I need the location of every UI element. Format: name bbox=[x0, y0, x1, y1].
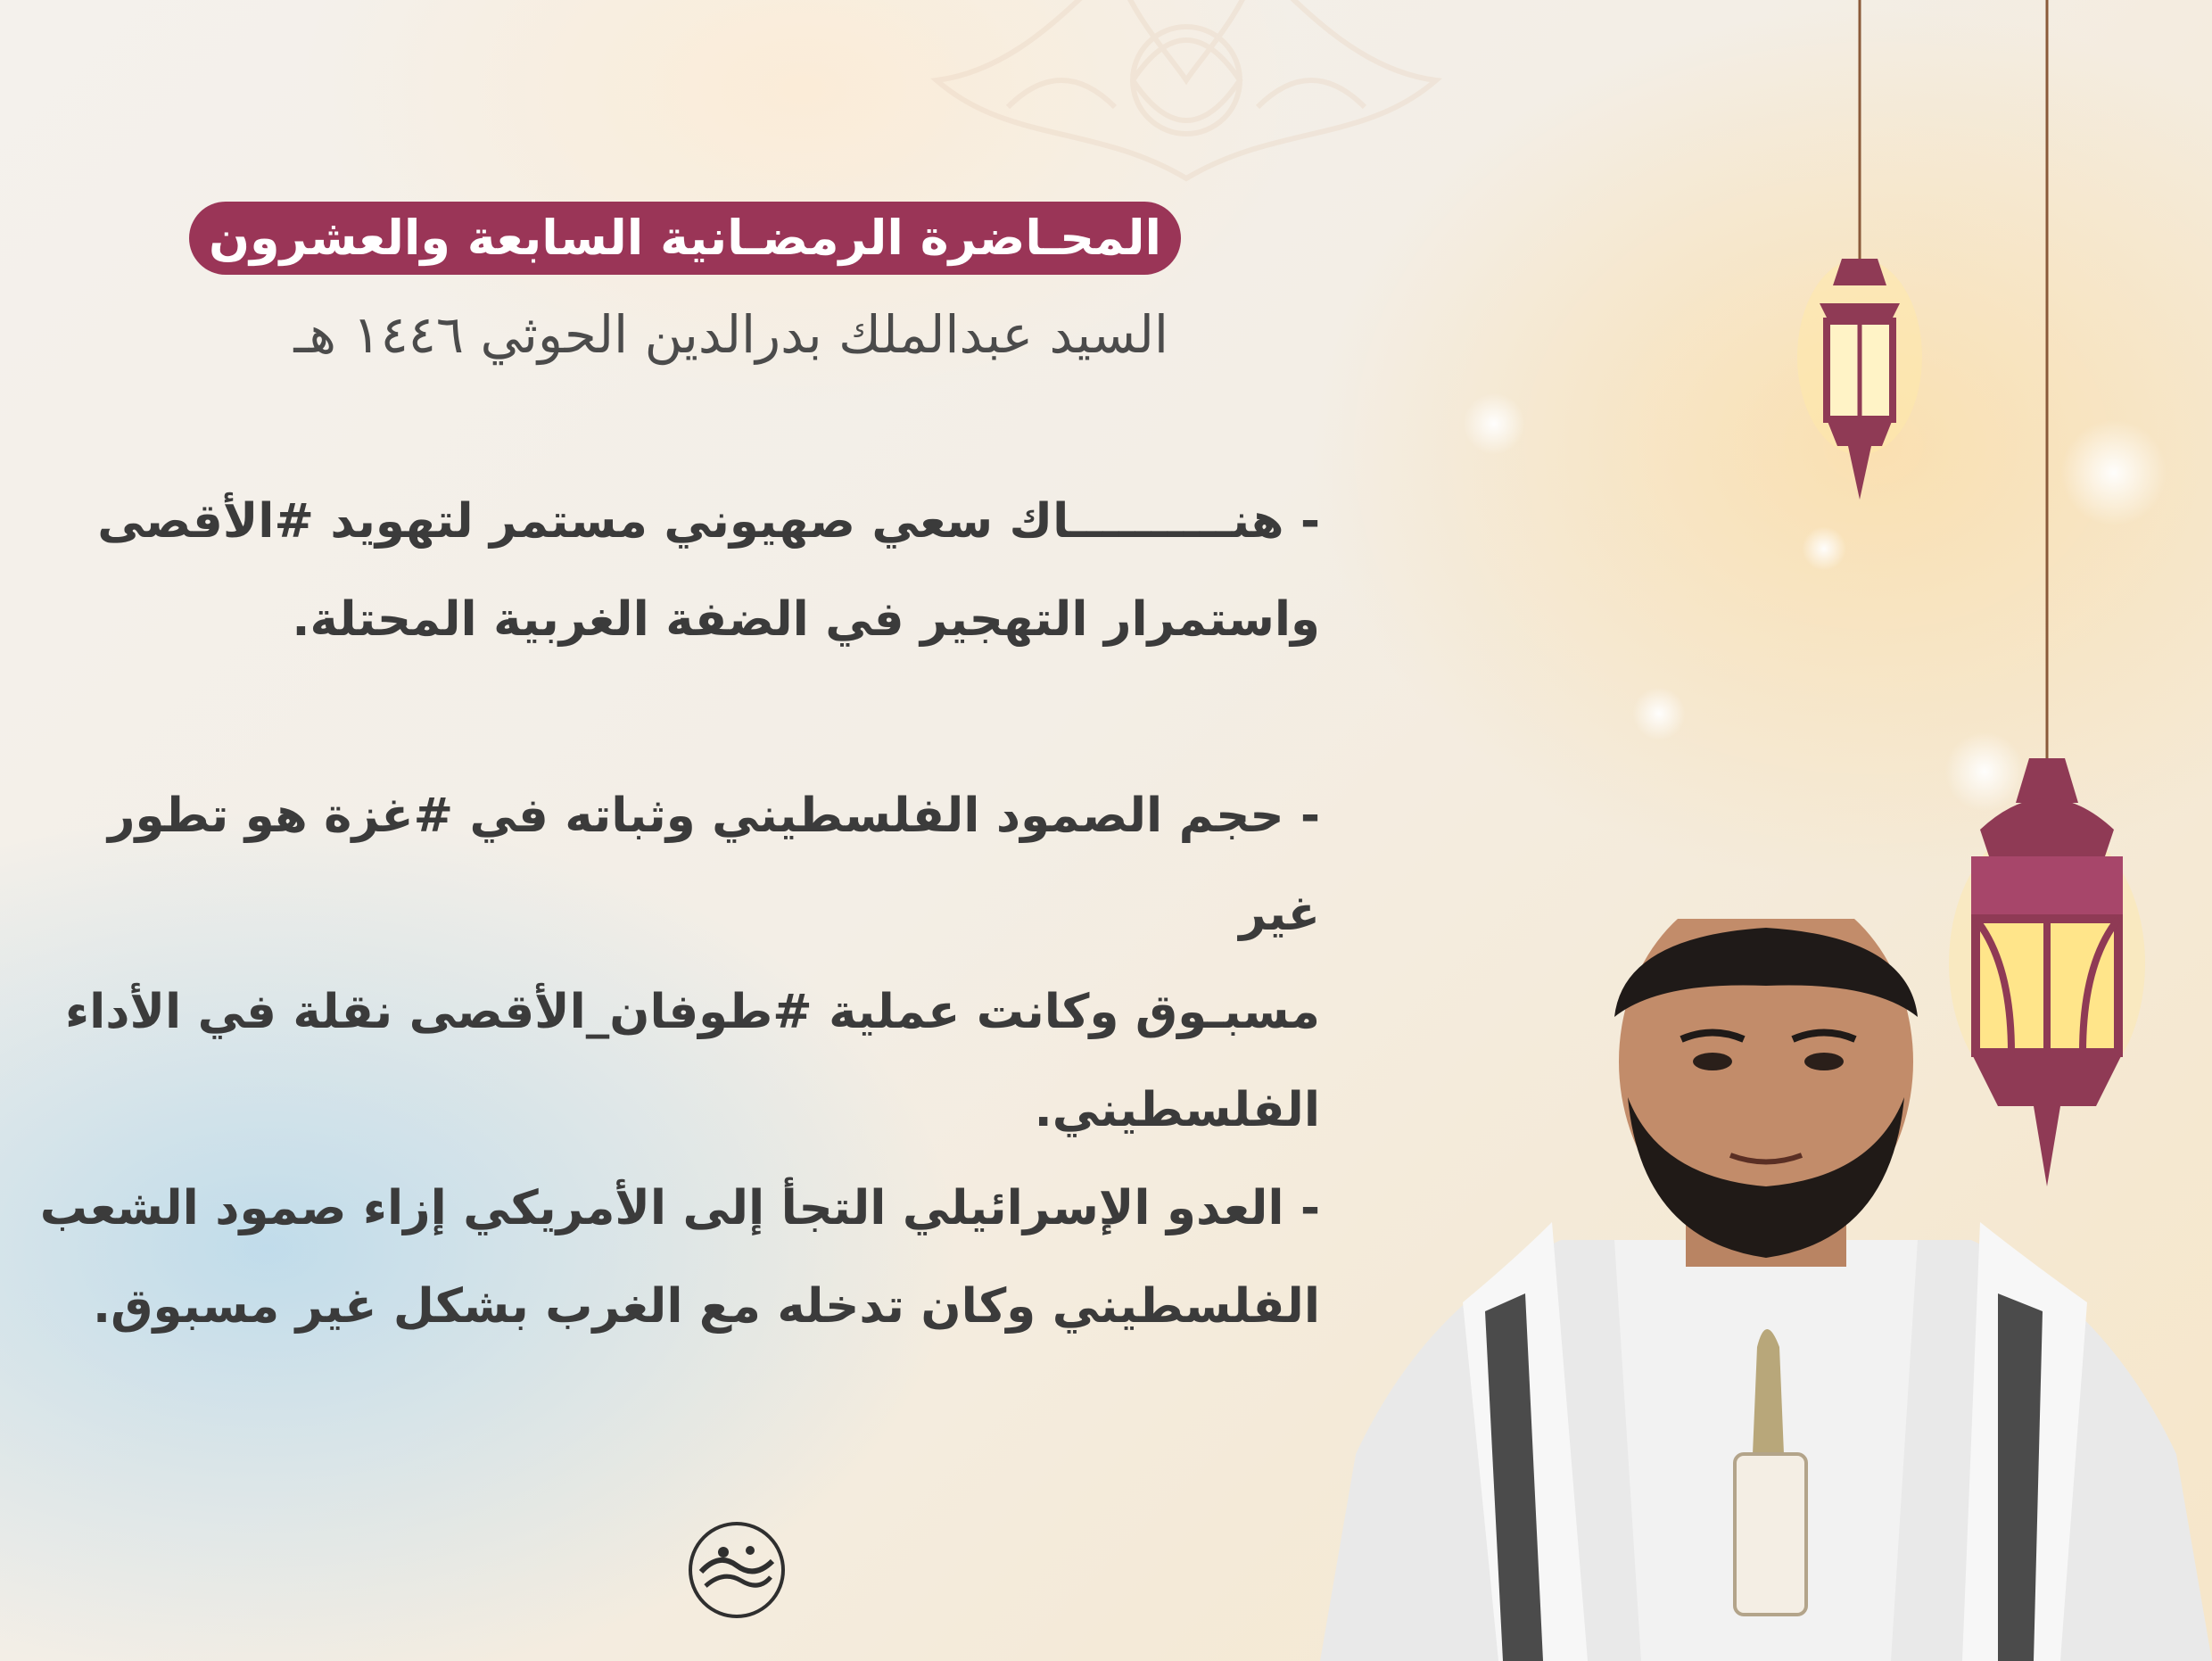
point-line: واستمرار التهجير في الضفة الغربية المحتلة. bbox=[292, 592, 1320, 647]
point-line: - حجم الصمود الفلسطيني وثباته في #غزة هو تطور غير bbox=[108, 789, 1320, 941]
sparkle bbox=[1802, 526, 1846, 571]
ornament-pattern-icon bbox=[830, 0, 1543, 196]
lantern-small-icon bbox=[1793, 0, 1927, 517]
sparkle bbox=[1463, 393, 1525, 455]
point-line: - هنــــــــــاك سعي صهيوني مستمر لتهويد #الأقصى bbox=[97, 494, 1320, 549]
speaker-portrait-icon bbox=[1320, 919, 2212, 1661]
point-line: الفلسطيني. bbox=[1034, 1083, 1320, 1137]
point-line: - العدو الإسرائيلي التجأ إلى الأمريكي إزاء صمود الشعب bbox=[39, 1181, 1320, 1235]
point-line: الفلسطيني وكان تدخله مع الغرب بشكل غير مسبوق. bbox=[93, 1279, 1320, 1334]
page-subtitle: السيد عبدالملك بدرالدين الحوثي ١٤٤٦ هـ bbox=[293, 304, 1168, 365]
list-item bbox=[36, 1160, 1320, 1356]
page-title: المحـاضرة الرمضـانية السابعة والعشرون bbox=[189, 202, 1181, 275]
channel-logo-icon bbox=[683, 1516, 790, 1624]
list-item bbox=[36, 767, 1320, 1160]
list-item bbox=[36, 473, 1320, 669]
sparkle bbox=[1632, 687, 1686, 740]
point-line: مسبـوق وكانت عملية #طوفان_الأقصى نقلة في الأداء bbox=[65, 985, 1320, 1039]
